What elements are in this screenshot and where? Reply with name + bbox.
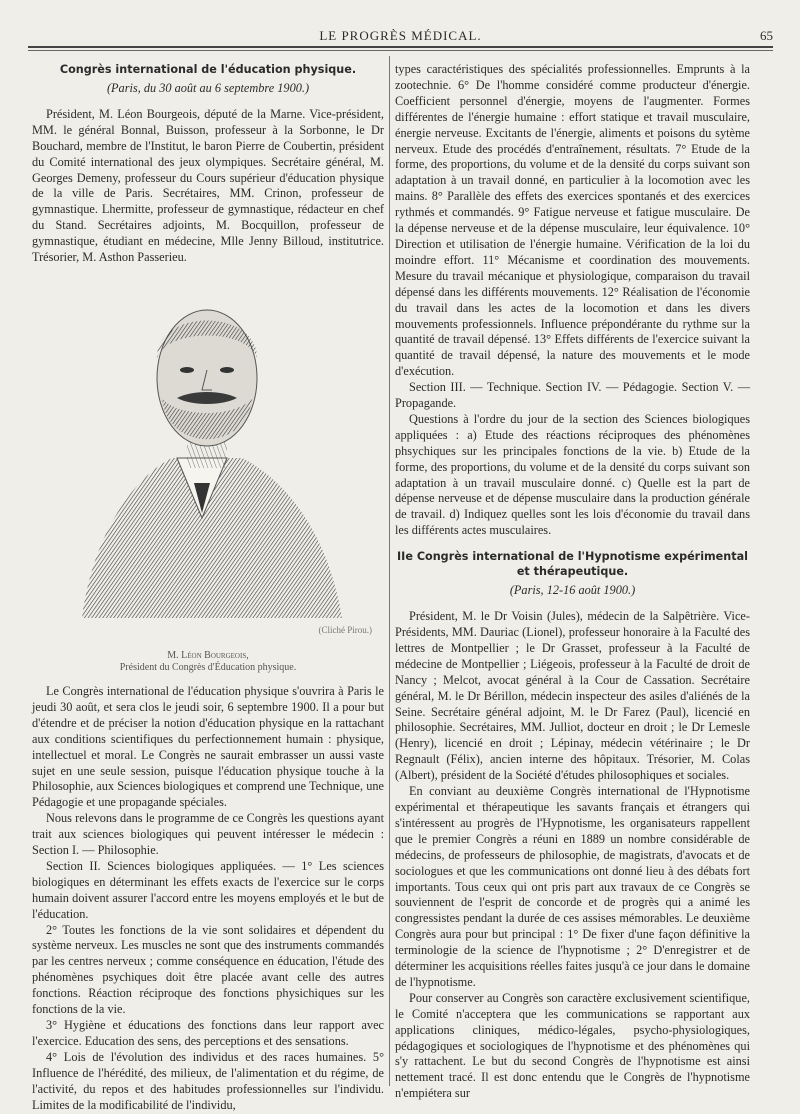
left-column xyxy=(32,62,384,1113)
page-header xyxy=(28,28,773,48)
photo-credit: (Cliché Pirou.) xyxy=(318,624,372,635)
right-paragraph-5: En conviant au deuxième Congrès international de l'Hypnotisme expérimental et thérapeutique les savants français et étrangers qui s'intéressent au progrès de l'Hypnotisme, les organisateurs rappellent que le premier Congrès a réuni en 1889 un nombre considérable de médecins, de professeurs de philosophie, de magistrats, d'avocats et de sociologues et que les communications ont donné lieu à des débats fort importants. Tous ceux qui ont pris part aux travaux de ce Congrès se souviennent de l'esprit de concorde et de progrès qui a animé les congressistes pendant la durée de ces assises mémorables. Le deuxième Congrès aura pour but principal : 1° De fixer d'une façon définitive la terminologie de la science de l'hypnotisme ; 2° D'enregistrer et de déterminer les acquisitions réelles faites jusqu'à ce jour dans le domaine de l'hypnotisme. xyxy=(395,784,750,989)
section-title-hypnotisme: IIe Congrès international de l'Hypnotisme expérimental et thérapeutique. xyxy=(397,550,748,579)
portrait-engraving xyxy=(62,278,352,618)
portrait-figure xyxy=(32,278,384,650)
caption-role: Président du Congrès d'Éducation physique. xyxy=(119,661,297,673)
portrait-caption xyxy=(32,650,384,674)
section-subtitle-hypnotisme: (Paris, 12-16 août 1900.) xyxy=(509,583,636,598)
section-subtitle-education: (Paris, du 30 août au 6 septembre 1900.) xyxy=(106,81,310,95)
section-title-education: Congrès international de l'éducation physique. xyxy=(59,63,357,76)
left-paragraph-2: Nous relevons dans le programme de ce Congrès les questions ayant trait aux sciences biologiques qui peuvent intéresser le médecin : Section I. — Philosophie. xyxy=(32,811,384,858)
right-paragraph-4: Président, M. le Dr Voisin (Jules), médecin de la Salpêtrière. Vice-Présidents, MM. Dauriac (Lionel), professeur honoraire à la Faculté des lettres de Montpellier ; le Dr Grasset, professeur à la Faculté de médecine de Montpellier ; Liégeois, professeur à la Faculté de droit de Nancy ; Melcot, avocat général à la Cour de Cassation. Secrétaire général, M. le Dr Bérillon, médecin inspecteur des asiles d'aliénés de la Seine. Secrétaire général adjoint, M. le Dr Farez (Paul), licencié en philosophie. Secrétaires, MM. Julliot, docteur en droit ; le Dr Lemesle (Henry), licencié en droit ; Lépinay, médecin vétérinaire ; le Dr Regnault (Félix), ancien interne des hôpitaux. Trésorier, M. Colas (Albert), président de la Société d'études philosophiques et sociales. xyxy=(395,609,750,783)
right-paragraph-2: Section III. — Technique. Section IV. — Pédagogie. Section V. — Propagande. xyxy=(395,380,750,411)
right-paragraph-6: Pour conserver au Congrès son caractère exclusivement scientifique, le Comité n'acceptera que les communications se rapportant aux applications cliniques, médico-légales, psycho-physiologiques, pédagogiques et sociologiques de l'hypnotisme et des phénomènes qui s'y rattachent. Le but du second Congrès de l'hypnotisme est ainsi nettement tracé. Il est donc entendu que le Congrès de l'hypnotisme n'empiétera sur xyxy=(395,990,750,1101)
right-column xyxy=(395,62,750,1102)
left-paragraph-5: 3° Hygiène et éducations des fonctions dans leur rapport avec l'exercice. Education des sens, des perceptions et des sensations. xyxy=(32,1018,384,1048)
right-paragraph-3: Questions à l'ordre du jour de la section des Sciences biologiques appliquées : a) Etude des réactions réciproques des phénomènes phsychiques sur les principales fonctions de la vie. b) Etude de la forme, des proportions, du volume et de la densité du corps suivant son adaptation à un travail musculaire donné. c) Quelle est la part de dépense nerveuse et de dépense musculaire dans la production générale de travail. d) Indiquez quelles sont les lois d'économie du travail dans les différents actes musculaires. xyxy=(395,411,750,538)
left-paragraph-4: 2° Toutes les fonctions de la vie sont solidaires et dépendent du système nerveux. Les muscles ne sont que des instruments commandés par les centres nerveux ; comme conséquence en éducation, l'étude des phénomènes psychiques doit être placée avant celle des autres fonctions. Réaction réciproque des fonctions physichiques sur les fonctions de la vie. xyxy=(32,922,384,1017)
officers-paragraph: Président, M. Léon Bourgeois, député de la Marne. Vice-président, MM. le général Bonnal, Buisson, professeur à la Sorbonne, le Dr Bouchard, membre de l'Institut, le baron Pierre de Coubertin, président du Comité international des jeux olympiques. Secrétaire général, M. Georges Demeny, professeur du Cours supérieur d'éducation physique de la ville de Paris. Secrétaires, MM. Crinon, professeur de gymnastique. Lhermitte, professeur de gymnastique, rédacteur en chef du Stand. Secrétaires adjoints, M. Bocquillon, professeur de gymnastique, étudiant en médecine, Mlle Jenny Billoud, institutrice. Trésorier, M. Asthon Passerieu. xyxy=(32,106,384,265)
column-divider xyxy=(389,56,390,1086)
left-paragraph-6: 4° Lois de l'évolution des individus et des races humaines. 5° Influence de l'hérédité, des milieux, de l'alimentation et du régime, de l'activité, du repos et des habitudes professionnelles sur l'individu. Limites de la modificabilité de l'individu, xyxy=(32,1049,384,1112)
journal-title: LE PROGRÈS MÉDICAL. xyxy=(319,28,482,43)
right-paragraph-1: types caractéristiques des spécialités professionnelles. Emprunts à la zootechnie. 6° De l'homme considéré comme producteur d'énergie. Coefficient personnel d'énergie, moyens de l'augmenter. Formes différentes de l'énergie humaine : effort statique et travail musculaire, énergie nerveuse. Excitants de l'énergie, aliments et poisons du sytème nerveux. Etude des procédés d'entraînement, résultats. 7° Etude de la forme, des proportions, du volume et de la densité du corps suivant son adaptation à un travail donné, en particulier à la locomotion avec les mains. 8° Parallèle des effets des exercices spontanés et des exercices rythmés et commandés. 9° Fatigue nerveuse et fatigue musculaire. De la dépense nerveuse et de la dépense musculaire, leur équivalence. 10° Direction et utilisation de l'énergie humaine. Vérification de la loi du moindre effort. 11° Mécanisme et coordination des mouvements. Mesure du travail mécanique et physiologique, comparaison du travail dépensé dans les différents mouvements. 12° Réalisation de l'économie du travail dans les actes de la locomotion et dans les divers mouvements professionnels. Influence prépondérante du rythme sur la quantité de travail dépensé. 13° Effets différents de l'exercice suivant la quantité de travail dépensé, la nature des mouvements et le mode d'exécution. xyxy=(395,62,750,379)
left-paragraph-3: Section II. Sciences biologiques appliquées. — 1° Les sciences biologiques en déterminant les effets exacts de l'exercice sur le corps humain doivent assurer l'accord entre les moyens employés et le but de l'éducation. xyxy=(32,858,384,921)
header-rule-thick xyxy=(28,46,773,48)
left-paragraph-1: Le Congrès international de l'éducation physique s'ouvrira à Paris le jeudi 30 août, et sera clos le jeudi soir, 6 septembre 1900. Il a pour but d'étendre et de préciser la notion d'éducation physique en la rattachant aux conditions scientifiques du perfectionnement humain : physique, intellectuel et moral. Le Congrès ne saurait embrasser un aussi vaste sujet en une seule session, puisque l'éducation physique touche à la Philosophie, aux Sciences biologiques et comprend une Technique, une Pédagogie et une propagande spéciales. xyxy=(32,683,384,810)
caption-name: M. Léon Bourgeois, xyxy=(167,649,249,661)
header-rule-thin xyxy=(28,50,773,51)
page-number: 65 xyxy=(760,28,773,43)
